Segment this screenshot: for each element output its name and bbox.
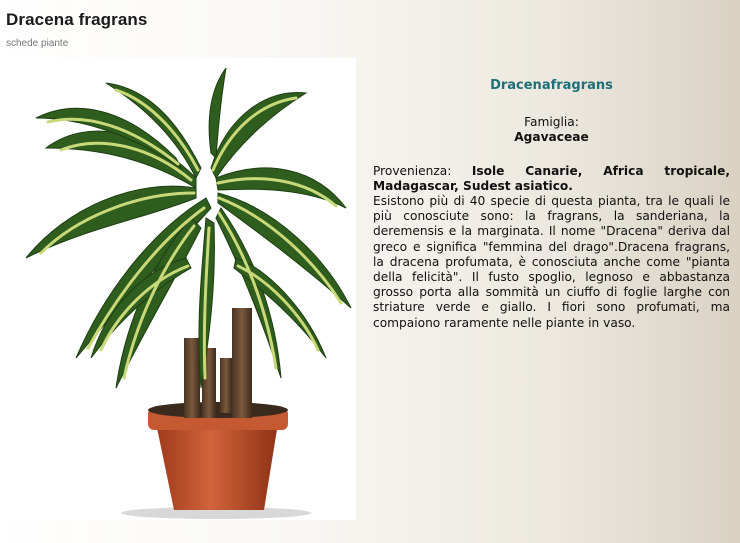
plant-image	[6, 58, 356, 520]
family-block	[373, 115, 730, 145]
origin-label: Provenienza:	[373, 163, 452, 178]
origin-line	[373, 164, 730, 194]
origin-value: Isole Canarie, Africa tropicale, Madagascar, Sudest asiatico.	[373, 163, 731, 193]
page-subtitle: schede piante	[6, 38, 69, 49]
family-value: Agavaceae	[514, 130, 589, 145]
potted-plant-icon	[6, 58, 356, 520]
plant-card	[373, 74, 730, 331]
card-heading: Dracenafragrans	[490, 78, 613, 93]
family-label: Famiglia:	[524, 115, 579, 130]
page-title: Dracena fragrans	[6, 10, 148, 29]
plant-description: Esistono più di 40 specie di questa pianta, tra le quali le più conosciute sono: la fragrans, la sanderiana, la deremensis e la marginata. Il nome "Dracena" deriva dal greco e significa "femmina del drago".Dracena fragrans, la dracena profumata, è conosciuta anche come "pianta della felicità". Il fusto spoglio, legnoso e abbastanza grosso porta alla sommità un ciuffo di foglie larghe con striature verde e giallo. I fiori sono profumati, ma compaiono raramente nelle piante in vaso.	[373, 194, 730, 330]
